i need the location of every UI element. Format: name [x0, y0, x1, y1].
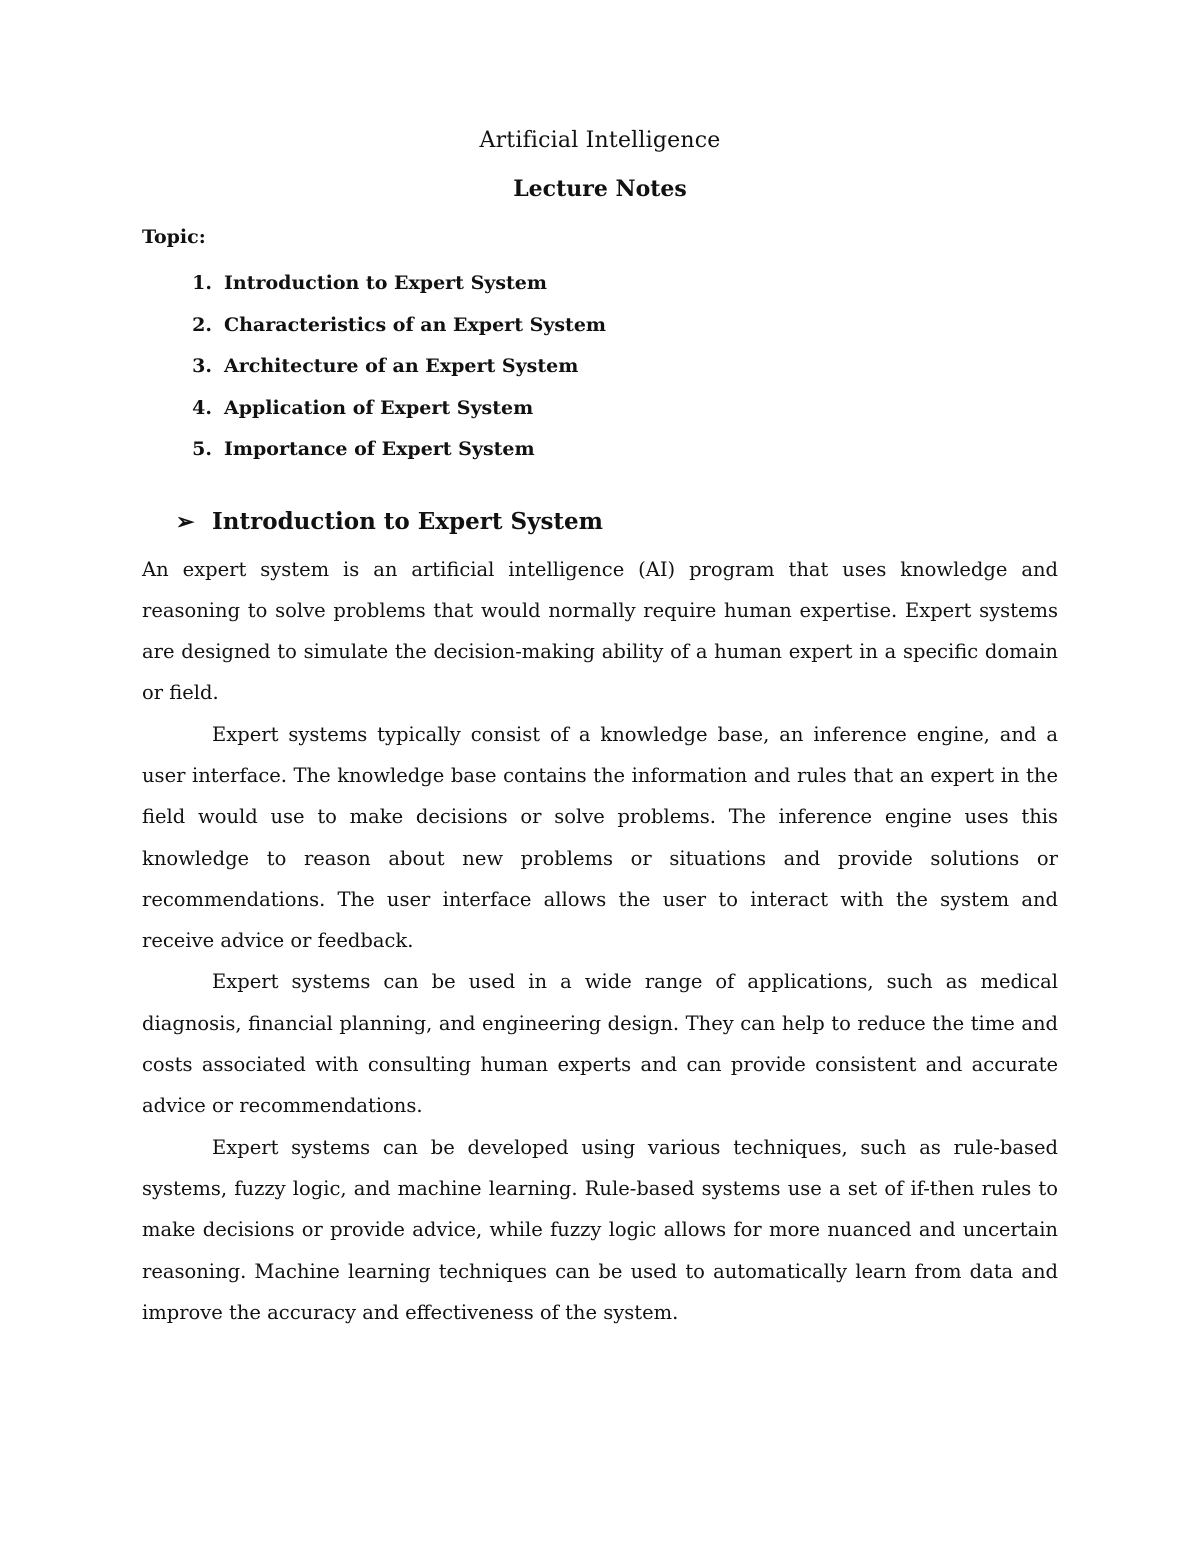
topic-text: Importance of Expert System	[224, 438, 535, 460]
topic-item	[142, 305, 1058, 347]
topic-text: Architecture of an Expert System	[224, 355, 579, 377]
topic-number: 3.	[192, 355, 212, 377]
topic-list	[142, 263, 1058, 471]
topic-text: Introduction to Expert System	[224, 272, 547, 294]
topic-number: 1.	[192, 272, 212, 294]
document-title: Artificial Intelligence	[479, 128, 721, 153]
topic-text: Characteristics of an Expert System	[224, 313, 607, 336]
section-heading	[142, 507, 1058, 537]
topic-item	[142, 263, 1058, 305]
topic-item	[142, 388, 1058, 430]
topic-number: 5.	[192, 438, 212, 460]
paragraph: Expert systems typically consist of a knowledge base, an inference engine, and a user interface. The knowledge base contains the information and rules that an expert in the field would use to make decisions or solve problems. The inference engine uses this knowledge to reason about new problems or situations and provide solutions or recommendations. The user interface allows the user to interact with the system and receive advice or feedback.	[142, 722, 1058, 953]
topic-text: Application of Expert System	[224, 396, 534, 419]
topic-item	[142, 346, 1058, 388]
paragraph: Expert systems can be used in a wide range of applications, such as medical diagnosis, financial planning, and engineering design. They can help to reduce the time and costs associated with consulting human experts and can provide consistent and accurate advice or recommendations.	[142, 970, 1058, 1118]
arrow-bullet-icon: ➢	[176, 508, 195, 535]
topic-label: Topic:	[142, 226, 206, 248]
topic-item	[142, 429, 1058, 471]
paragraph: Expert systems can be developed using various techniques, such as rule-based systems, fuzzy logic, and machine learning. Rule-based systems use a set of if-then rules to make decisions or provide advice, while fuzzy logic allows for more nuanced and uncertain reasoning. Machine learning techniques can be used to automatically learn from data and improve the accuracy and effectiveness of the system.	[142, 1135, 1058, 1324]
topic-number: 2.	[192, 313, 212, 336]
document-subtitle: Lecture Notes	[513, 176, 687, 202]
paragraph: An expert system is an artificial intelligence (AI) program that uses knowledge and reasoning to solve problems that would normally require human expertise. Expert systems are designed to simulate the decision-making ability of a human expert in a specific domain or field.	[142, 557, 1058, 705]
section-heading-text: Introduction to Expert System	[212, 507, 603, 535]
section-body	[142, 549, 1058, 1334]
topic-number: 4.	[192, 396, 212, 419]
